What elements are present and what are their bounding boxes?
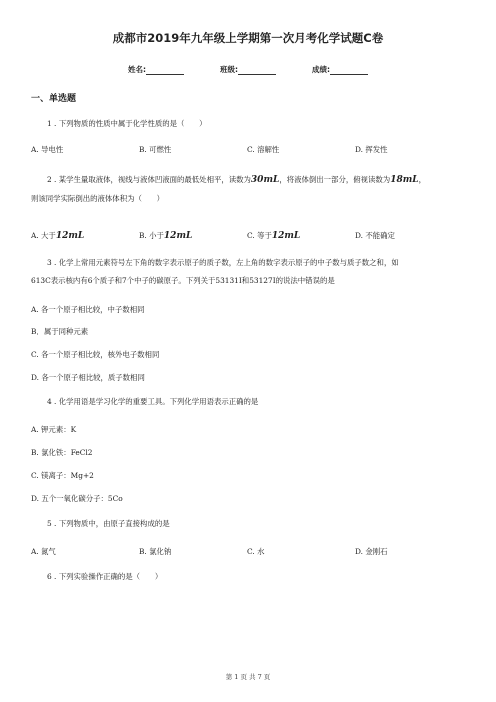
q1-option-a[interactable]: A. 导电性 <box>31 145 64 154</box>
q3-option-c[interactable]: C. 各一个原子相比较，核外电子数相同 <box>31 350 160 359</box>
question-4-stem: 4 . 化学用语是学习化学的重要工具。下列化学用语表示正确的是 <box>47 397 259 406</box>
score-label: 成绩: <box>312 65 330 74</box>
q5-option-b[interactable]: B. 氯化钠 <box>139 547 172 556</box>
q4-option-b[interactable]: B. 氯化铁：FeCl2 <box>31 448 93 457</box>
question-3-stem: 3 . 化学上常用元素符号左下角的数字表示原子的质子数，左上角的数字表示原子的中子数与质子数之和，如 <box>47 258 399 267</box>
q5-option-a[interactable]: A. 氮气 <box>31 547 56 556</box>
name-field <box>128 64 184 75</box>
class-blank[interactable] <box>238 66 276 75</box>
q2-volume-1: 30mL <box>250 175 280 185</box>
page-title: 成都市2019年九年级上学期第一次月考化学试题C卷 <box>112 31 384 45</box>
q4-option-c[interactable]: C. 镁离子：Mg+2 <box>31 471 94 480</box>
section-heading: 一、单选题 <box>31 94 77 104</box>
name-blank[interactable] <box>146 66 184 75</box>
q3-option-a[interactable]: A. 各一个原子相比较，中子数相同 <box>31 305 145 314</box>
question-2-stem <box>31 173 487 187</box>
q2-stem-part-c: ， <box>418 175 426 184</box>
question-5-stem: 5 . 下列物质中，由原子直接构成的是 <box>47 519 170 528</box>
q2-option-b[interactable] <box>139 230 247 241</box>
question-5-options <box>31 546 471 557</box>
name-label: 姓名: <box>128 65 146 74</box>
q1-option-d[interactable]: D. 挥发性 <box>355 145 388 154</box>
question-1-stem: 1 . 下列物质的性质中属于化学性质的是（ ） <box>47 119 207 128</box>
q2-stem-part-b: ，将液体倒出一部分，俯视读数为 <box>279 175 391 184</box>
q2-option-a-volume: 12mL <box>55 231 85 241</box>
q2-option-d[interactable]: D. 不能确定 <box>355 231 395 240</box>
q2-option-a-text: A. 大于 <box>31 231 56 240</box>
q1-option-c[interactable]: C. 溶解性 <box>247 145 280 154</box>
score-blank[interactable] <box>330 66 368 75</box>
score-field <box>312 64 368 75</box>
q2-option-c-volume: 12mL <box>271 231 301 241</box>
q3-option-b[interactable]: B．属于同种元素 <box>31 327 89 336</box>
q2-option-c-text: C. 等于 <box>247 231 272 240</box>
question-3-stem-line2: 613C表示核内有6个质子和7个中子的碳原子。下列关于53131I和53127I的说法中错误的是 <box>31 276 335 285</box>
q3-option-d[interactable]: D. 各一个原子相比较，质子数相同 <box>31 373 145 382</box>
student-info-row <box>0 64 496 75</box>
q4-option-d[interactable]: D. 五个一氧化碳分子：5Co <box>31 494 123 503</box>
q2-stem-part-a: 2 . 某学生量取液体，视线与液体凹液面的最低处相平，读数为 <box>47 175 251 184</box>
q1-option-b[interactable]: B. 可燃性 <box>139 145 172 154</box>
q2-volume-2: 18mL <box>390 175 419 185</box>
question-2-options <box>31 230 471 241</box>
q2-option-c[interactable] <box>247 230 355 241</box>
page-footer: 第 1 页 共 7 页 <box>225 673 271 681</box>
question-1-options <box>31 144 471 155</box>
q4-option-a[interactable]: A. 钾元素：K <box>31 425 77 434</box>
class-field <box>220 64 276 75</box>
q5-option-c[interactable]: C. 水 <box>247 547 265 556</box>
q2-option-a[interactable] <box>31 230 139 241</box>
question-6-stem: 6 . 下列实验操作正确的是（ ） <box>47 572 163 581</box>
q2-option-b-text: B. 小于 <box>139 231 164 240</box>
class-label: 班级: <box>220 65 238 74</box>
question-2-stem-line2: 则该同学实际倒出的液体体积为（ ） <box>31 194 165 203</box>
q5-option-d[interactable]: D. 金刚石 <box>355 547 388 556</box>
q2-option-b-volume: 12mL <box>163 231 193 241</box>
